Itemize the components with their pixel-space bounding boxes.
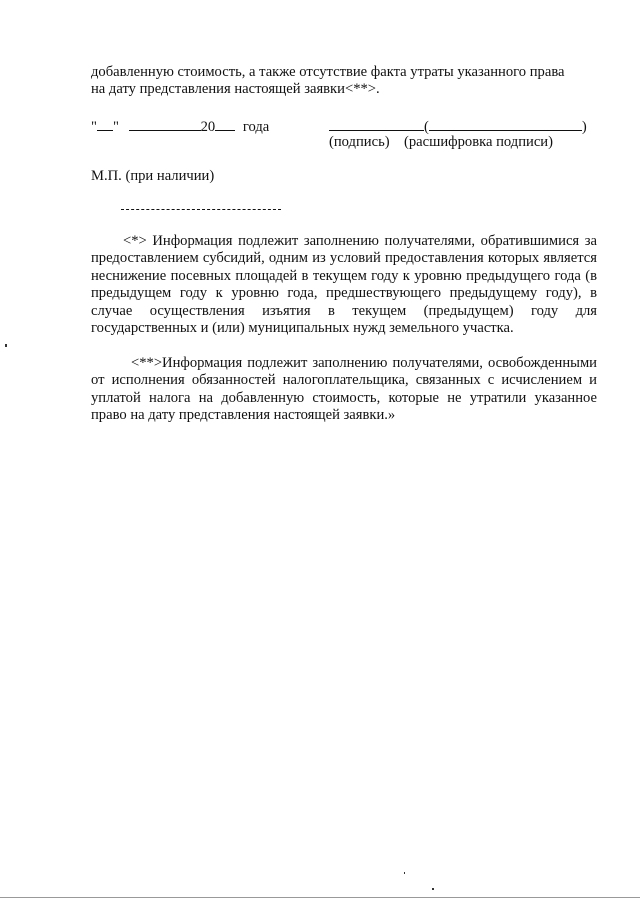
signature-decode-blank[interactable] xyxy=(429,117,582,131)
signature-label: (подпись) xyxy=(329,134,390,150)
top-text-line-2: на дату представления настоящей заявки<**>. xyxy=(91,81,380,97)
date-line xyxy=(91,117,269,136)
year-blank[interactable] xyxy=(215,117,235,131)
footnote-1-text: <*> Информация подлежит заполнению получателями, обратившимися за предоставлением субсидий, одним из условий предоставления которых является неснижение посевных площадей в текущем году к уровню предыдущего года (в предыдущем году к уровню года, предшествующего предыдущему году), в случае осуществления изъятия в текущем (предыдущем) году для государственных и (или) муниципальных нужд земельного участка. xyxy=(91,233,597,337)
scan-speck xyxy=(5,344,7,347)
scan-speck xyxy=(404,872,405,874)
signature-close-paren: ) xyxy=(581,119,587,135)
date-year-prefix: 20 xyxy=(200,119,216,135)
footnote-separator xyxy=(121,209,281,210)
date-open-quote: " xyxy=(91,119,97,135)
month-blank[interactable] xyxy=(129,117,201,131)
stamp-label: М.П. (при наличии) xyxy=(91,168,215,184)
day-blank[interactable] xyxy=(97,117,113,131)
signature-blank[interactable] xyxy=(329,117,424,131)
date-close-quote: " xyxy=(112,119,119,135)
scan-speck xyxy=(432,888,434,890)
signature-decode-label: (расшифровка подписи) xyxy=(404,134,553,150)
footnote-2 xyxy=(91,355,597,425)
top-text-line-1: добавленную стоимость, а также отсутствие факта утраты указанного права xyxy=(91,64,565,80)
footnote-1 xyxy=(91,233,597,337)
signature-open-paren: ( xyxy=(424,119,429,135)
footnote-2-text: <**>Информация подлежит заполнению получателями, освобожденными от исполнения обязанностей налогоплательщика, связанных с исчислением и уплатой налога на добавленную стоимость, которые не утратили указанное право на дату представления настоящей заявки.» xyxy=(91,355,597,424)
date-suffix: года xyxy=(242,119,270,135)
scan-edge xyxy=(0,897,640,898)
